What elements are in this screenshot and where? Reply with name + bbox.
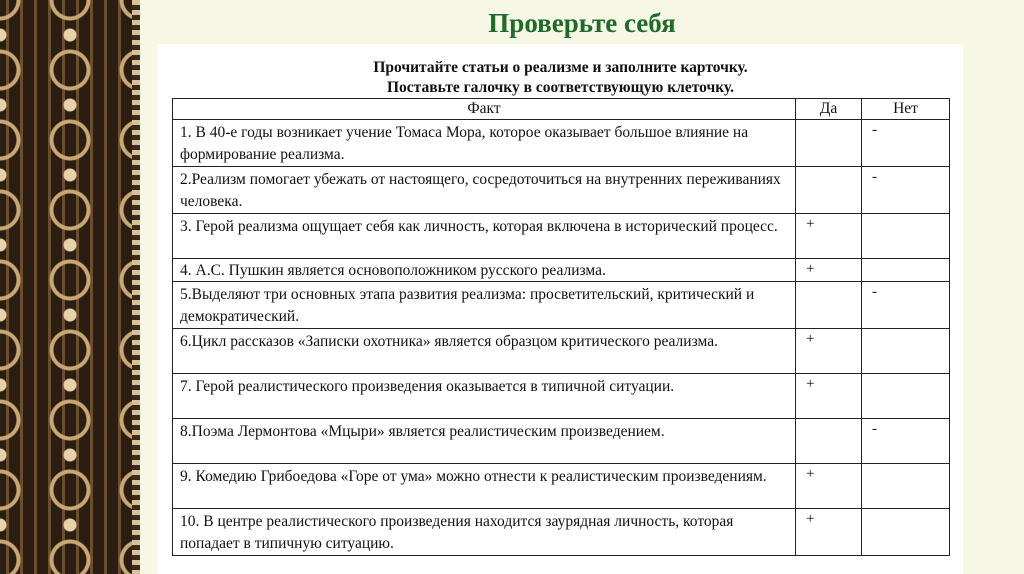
instruction-line-1: Прочитайте статьи о реализме и заполните карточку. bbox=[373, 59, 748, 76]
no-cell[interactable] bbox=[862, 509, 950, 556]
no-cell[interactable] bbox=[862, 214, 950, 259]
no-cell[interactable] bbox=[862, 374, 950, 419]
no-cell[interactable]: - bbox=[862, 282, 950, 329]
no-cell[interactable]: - bbox=[862, 419, 950, 464]
table-row bbox=[173, 329, 950, 374]
fact-cell: 8.Поэма Лермонтова «Мцыри» является реалистическим произведением. bbox=[173, 419, 796, 464]
no-cell[interactable] bbox=[862, 259, 950, 282]
fact-cell: 5.Выделяют три основных этапа развития реализма: просветительский, критический и демократический. bbox=[173, 282, 796, 329]
yes-cell[interactable] bbox=[796, 282, 862, 329]
yes-cell[interactable]: + bbox=[796, 509, 862, 556]
fact-cell: 10. В центре реалистического произведения находится заурядная личность, которая попадает в типичную ситуацию. bbox=[173, 509, 796, 556]
worksheet-card bbox=[158, 44, 963, 574]
yes-cell[interactable]: + bbox=[796, 214, 862, 259]
fact-cell: 6.Цикл рассказов «Записки охотника» является образцом критического реализма. bbox=[173, 329, 796, 374]
table-row bbox=[173, 509, 950, 556]
no-cell[interactable]: - bbox=[862, 120, 950, 167]
instruction-line-2: Поставьте галочку в соответствующую клеточку. bbox=[387, 79, 734, 96]
fact-cell: 4. А.С. Пушкин является основоположником русского реализма. bbox=[173, 259, 796, 282]
table-row bbox=[173, 120, 950, 167]
table-row bbox=[173, 259, 950, 282]
yes-cell[interactable]: + bbox=[796, 329, 862, 374]
fact-cell: 3. Герой реализма ощущает себя как личность, которая включена в исторический процесс. bbox=[173, 214, 796, 259]
table-header-row bbox=[173, 99, 950, 120]
table-row bbox=[173, 464, 950, 509]
yes-cell[interactable] bbox=[796, 120, 862, 167]
yes-cell[interactable] bbox=[796, 167, 862, 214]
fact-cell: 7. Герой реалистического произведения оказывается в типичной ситуации. bbox=[173, 374, 796, 419]
no-cell[interactable] bbox=[862, 464, 950, 509]
table-row bbox=[173, 374, 950, 419]
table-row bbox=[173, 419, 950, 464]
yes-cell[interactable]: + bbox=[796, 464, 862, 509]
table-row bbox=[173, 214, 950, 259]
facts-table bbox=[172, 98, 950, 556]
fact-cell: 1. В 40-е годы возникает учение Томаса Мора, которое оказывает большое влияние на формирование реализма. bbox=[173, 120, 796, 167]
header-yes: Да bbox=[796, 99, 862, 120]
table-row bbox=[173, 167, 950, 214]
header-no: Нет bbox=[862, 99, 950, 120]
header-fact: Факт bbox=[173, 99, 796, 120]
fact-cell: 9. Комедию Грибоедова «Горе от ума» можно отнести к реалистическим произведениям. bbox=[173, 464, 796, 509]
ornamental-border bbox=[0, 0, 140, 574]
yes-cell[interactable] bbox=[796, 419, 862, 464]
page-title: Проверьте себя bbox=[488, 8, 676, 38]
yes-cell[interactable]: + bbox=[796, 259, 862, 282]
yes-cell[interactable]: + bbox=[796, 374, 862, 419]
table-row bbox=[173, 282, 950, 329]
no-cell[interactable]: - bbox=[862, 167, 950, 214]
fact-cell: 2.Реализм помогает убежать от настоящего, сосредоточиться на внутренних переживаниях человека. bbox=[173, 167, 796, 214]
no-cell[interactable] bbox=[862, 329, 950, 374]
